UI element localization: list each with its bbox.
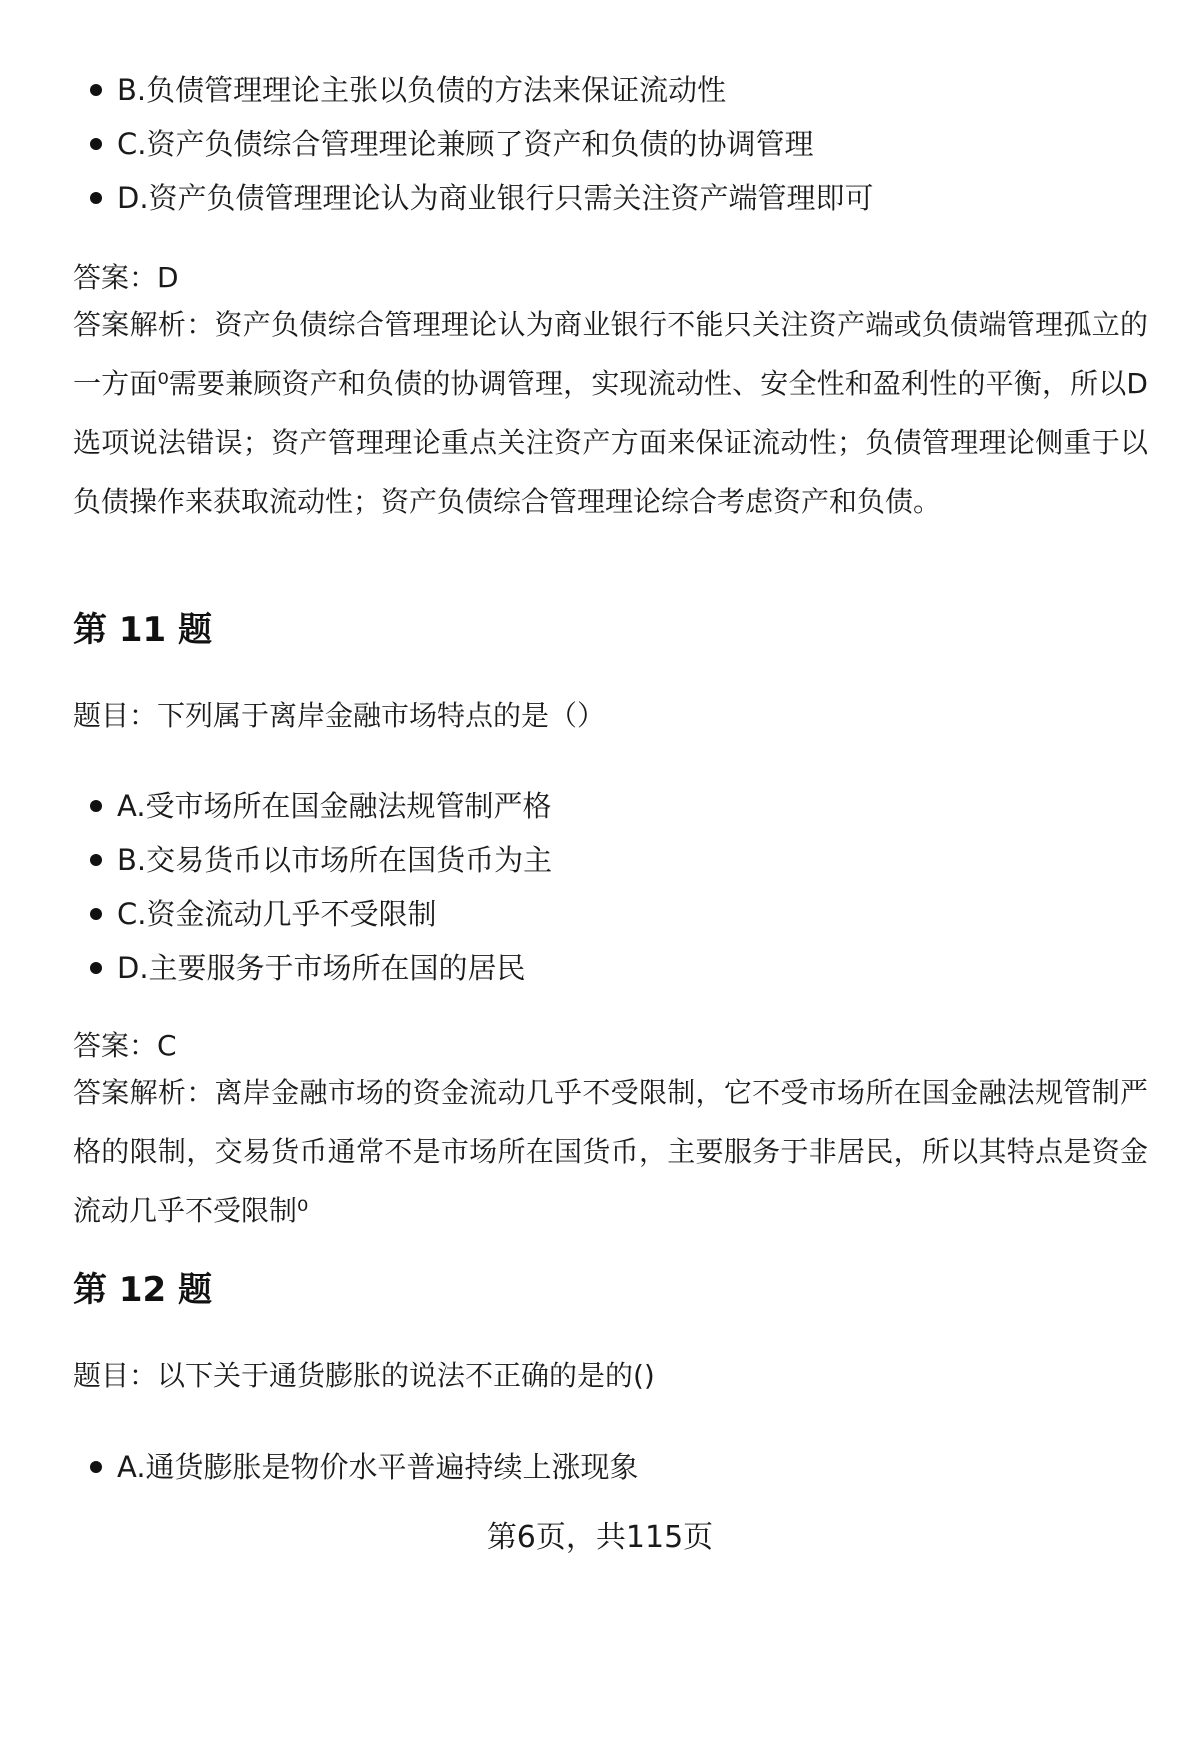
option-b: B.负债管理理论主张以负债的方法来保证流动性 bbox=[117, 73, 727, 107]
option-d: D.资产负债管理理论认为商业银行只需关注资产端管理即可 bbox=[117, 181, 874, 215]
bullet-icon bbox=[90, 962, 102, 974]
option-c: C.资产负债综合管理理论兼顾了资产和负债的协调管理 bbox=[117, 127, 814, 161]
option-a: A.通货膨胀是物价水平普遍持续上涨现象 bbox=[117, 1450, 639, 1484]
answer-label: 答案：D bbox=[73, 261, 179, 294]
answer-analysis: 答案解析：资产负债综合管理理论认为商业银行不能只关注资产端或负债端管理孤立的一方面⁰需要兼顾资产和负债的协调管理，实现流动性、安全性和盈利性的平衡，所以D选项说法错误；资产管理理论重点关注资产方面来保证流动性；负债管理理论侧重于以负债操作来获取流动性；资产负债综合管理理论综合考虑资产和负债。 bbox=[73, 308, 1148, 518]
option-c: C.资金流动几乎不受限制 bbox=[117, 897, 437, 931]
answer-label: 答案：C bbox=[73, 1029, 177, 1062]
bullet-icon bbox=[90, 138, 102, 150]
question-heading: 第 11 题 bbox=[73, 610, 212, 650]
option-a: A.受市场所在国金融法规管制严格 bbox=[117, 789, 552, 823]
page-number: 第6页，共115页 bbox=[486, 1520, 714, 1555]
answer-analysis: 答案解析：离岸金融市场的资金流动几乎不受限制，它不受市场所在国金融法规管制严格的限制，交易货币通常不是市场所在国货币，主要服务于非居民，所以其特点是资金流动几乎不受限制⁰ bbox=[73, 1076, 1148, 1227]
bullet-icon bbox=[90, 800, 102, 812]
bullet-icon bbox=[90, 192, 102, 204]
bullet-icon bbox=[90, 1461, 102, 1473]
bullet-icon bbox=[90, 908, 102, 920]
bullet-icon bbox=[90, 84, 102, 96]
question-text: 题目：以下关于通货膨胀的说法不正确的是的() bbox=[73, 1359, 655, 1392]
question-text: 题目：下列属于离岸金融市场特点的是（） bbox=[73, 699, 606, 732]
option-b: B.交易货币以市场所在国货币为主 bbox=[117, 843, 553, 877]
option-d: D.主要服务于市场所在国的居民 bbox=[117, 951, 526, 985]
question-heading: 第 12 题 bbox=[73, 1270, 212, 1310]
bullet-icon bbox=[90, 854, 102, 866]
